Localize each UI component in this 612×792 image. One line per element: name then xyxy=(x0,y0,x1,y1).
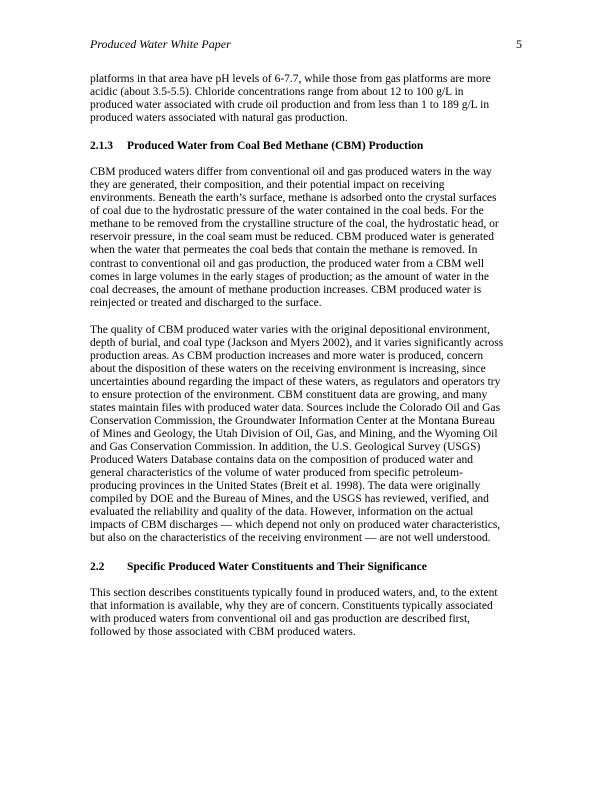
text-line: about the disposition of these waters on the receiving environment is increasing, since xyxy=(90,362,486,375)
text-line: produced waters associated with natural gas production. xyxy=(90,112,348,125)
text-line: CBM produced waters differ from conventional oil and gas produced waters in the way xyxy=(90,166,492,179)
text-line: The quality of CBM produced water varies with the original depositional environment, xyxy=(90,323,490,336)
text-line: they are generated, their composition, and their potential impact on receiving xyxy=(90,179,445,192)
text-line: to ensure protection of the environment. CBM constituent data are growing, and many xyxy=(90,388,488,401)
section-number: 2.1.3 xyxy=(90,140,113,153)
section-title: Specific Produced Water Constituents and Their Significance xyxy=(127,560,427,573)
constituents-paragraph xyxy=(90,587,522,639)
text-line: general characteristics of the volume of water produced from specific petroleum- xyxy=(90,467,463,480)
text-line: but also on the characteristics of the receiving environment — are not well understood. xyxy=(90,532,491,545)
text-line: of coal due to the hydrostatic pressure of the water contained in the coal beds. For the xyxy=(90,205,484,218)
text-line: methane to be removed from the crystalline structure of the coal, the hydrostatic head, or xyxy=(90,218,499,231)
text-line: uncertainties abound regarding the impact of these waters, as regulators and operators try xyxy=(90,375,501,388)
text-line: with produced waters from conventional oil and gas production are described first, xyxy=(90,612,471,625)
text-line: reinjected or treated and discharged to the surface. xyxy=(90,296,322,309)
text-line: when the water that permeates the coal beds that contain the methane is removed. In xyxy=(90,244,478,257)
running-header xyxy=(90,36,522,52)
text-line: contrast to conventional oil and gas production, the produced water from a CBM well xyxy=(90,257,485,270)
text-line: depth of burial, and coal type (Jackson and Myers 2002), and it varies significantly across xyxy=(90,336,504,349)
text-line: produced water associated with crude oil production and from less than 1 to 189 g/L in xyxy=(90,99,490,112)
text-line: platforms in that area have pH levels of 6-7.7, while those from gas platforms are more xyxy=(90,73,491,85)
cbm-paragraph-1 xyxy=(90,166,522,310)
text-line: Produced Waters Database contains data on the composition of produced water and xyxy=(90,454,474,467)
text-line: that information is available, why they are of concern. Constituents typically associated xyxy=(90,599,493,612)
text-line: This section describes constituents typically found in produced waters, and, to the extent xyxy=(90,586,498,599)
page-number: 5 xyxy=(516,37,522,51)
text-line: impacts of CBM discharges — which depend not only on produced water characteristics, xyxy=(90,519,501,532)
text-line: Conservation Commission, the Groundwater Information Center at the Montana Bureau xyxy=(90,415,495,428)
section-heading-2-2 xyxy=(90,560,522,574)
text-line: states maintain files with produced water data. Sources include the Colorado Oil and Gas xyxy=(90,401,501,414)
running-title: Produced Water White Paper xyxy=(90,37,231,51)
text-line: evaluated the reliability and quality of the data. However, information on the actual xyxy=(90,506,474,519)
text-line: followed by those associated with CBM produced waters. xyxy=(90,625,356,638)
text-line: reservoir pressure, in the coal seam must be reduced. CBM produced water is generated xyxy=(90,231,494,244)
body-text xyxy=(90,73,522,639)
text-line: compiled by DOE and the Bureau of Mines, and the USGS has reviewed, verified, and xyxy=(90,493,489,506)
text-line: of Mines and Geology, the Utah Division of Oil, Gas, and Mining, and the Wyoming Oil xyxy=(90,428,498,441)
text-line: coal decreases, the amount of methane production increases. CBM produced water is xyxy=(90,283,482,296)
text-line: acidic (about 3.5-5.5). Chloride concentrations range from about 12 to 100 g/L in xyxy=(90,86,464,99)
text-line: and Gas Conservation Commission. In addition, the U.S. Geological Survey (USGS) xyxy=(90,441,481,454)
intro-paragraph xyxy=(90,73,522,125)
section-number: 2.2 xyxy=(90,560,105,573)
text-line: environments. Beneath the earth’s surface, methane is adsorbed onto the crystal surfaces xyxy=(90,192,497,205)
text-line: comes in large volumes in the early stages of production; as the amount of water in the xyxy=(90,270,489,283)
section-heading-2-1-3 xyxy=(90,139,522,153)
text-line: production areas. As CBM production increases and more water is produced, concern xyxy=(90,349,484,362)
section-title: Produced Water from Coal Bed Methane (CBM) Production xyxy=(127,140,424,153)
cbm-paragraph-2 xyxy=(90,324,522,546)
text-line: producing provinces in the United States (Breit et al. 1998). The data were originally xyxy=(90,480,481,493)
